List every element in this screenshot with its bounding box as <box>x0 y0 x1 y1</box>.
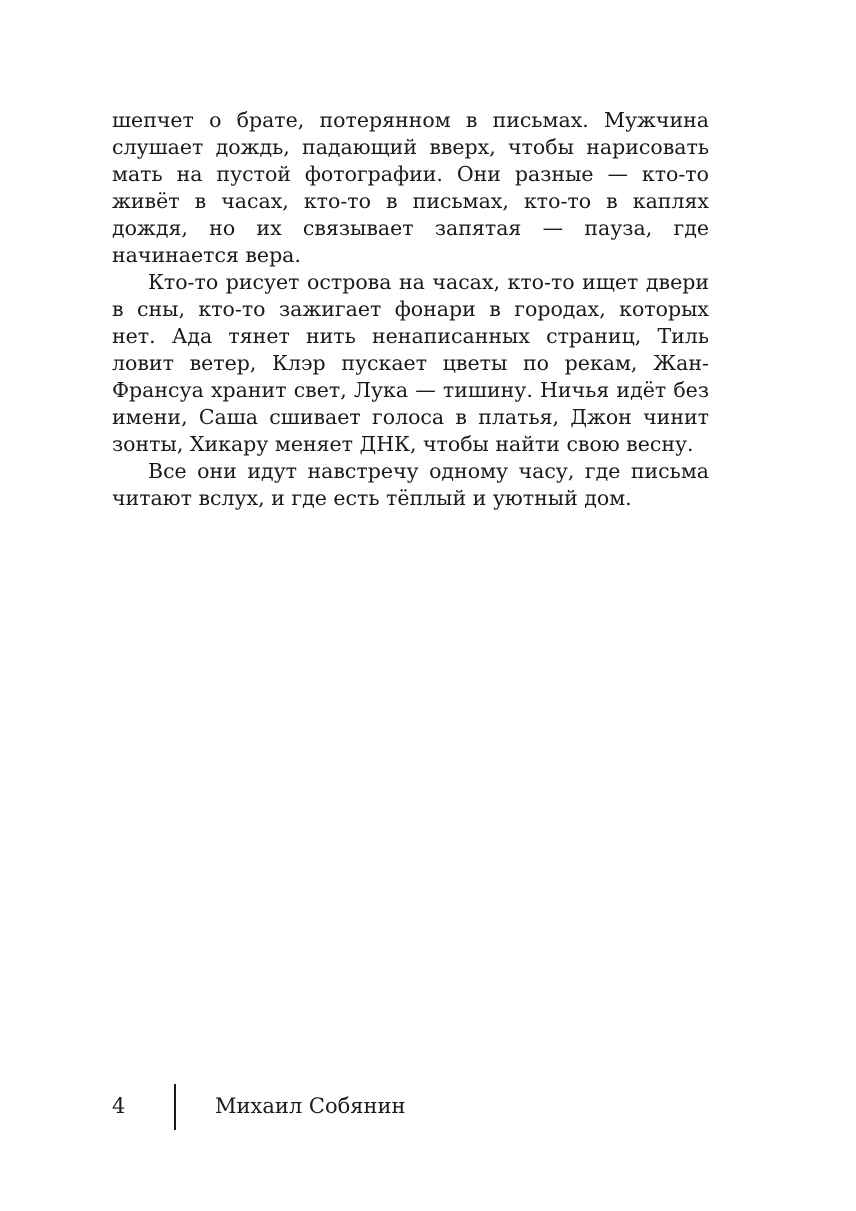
running-footer-author: Михаил Собянин <box>215 1094 406 1118</box>
paragraph-1: шепчет о брате, потерянном в письмах. Мужчина слушает дождь, падающий вверх, чтобы нарисовать мать на пустой фотографии. Они разные — кто-то живёт в часах, кто-то в письмах, кто-то в каплях дождя, но их связывает запятая — пауза, где начинается вера. <box>112 108 709 267</box>
body-text <box>112 107 709 512</box>
paragraph-3: Все они идут навстречу одному часу, где письма читают вслух, и где есть тёплый и уютный дом. <box>112 459 709 510</box>
footer-divider <box>174 1084 176 1130</box>
page-number: 4 <box>112 1094 126 1118</box>
paragraph-2: Кто-то рисует острова на часах, кто-то ищет двери в сны, кто-то зажигает фонари в городах, которых нет. Ада тянет нить ненаписанных страниц, Тиль ловит ветер, Клэр пускает цветы по рекам, Жан-Франсуа хранит свет, Лука — тишину. Ничья идёт без имени, Саша сшивает голоса в платья, Джон чинит зонты, Хикару меняет ДНК, чтобы найти свою весну. <box>112 270 709 456</box>
